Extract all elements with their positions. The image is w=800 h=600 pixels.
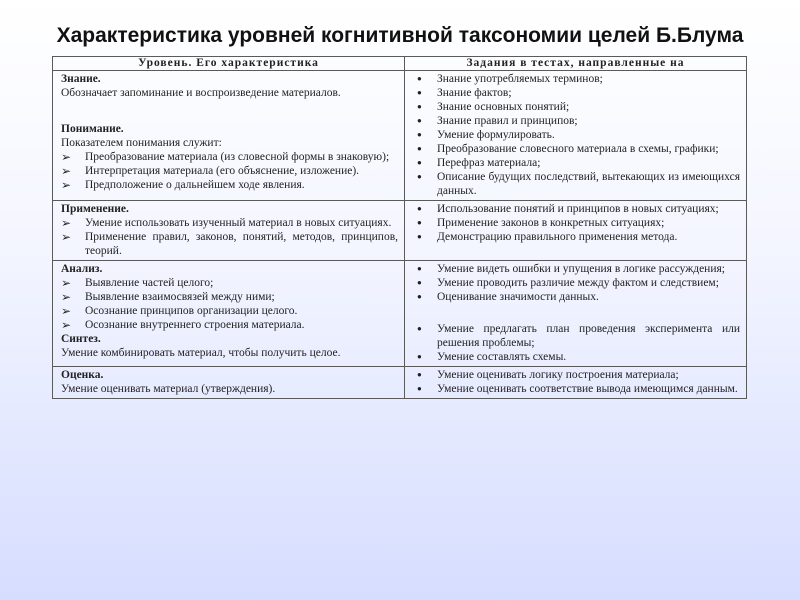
list-item: ● Умение формулировать. — [413, 128, 740, 142]
tasks-cell — [405, 367, 747, 399]
table-row — [53, 261, 747, 367]
level-name: Оценка. — [61, 369, 104, 381]
list-item: ● Умение предлагать план проведения эксперимента или решения проблемы; — [413, 322, 740, 350]
tasks-cell — [405, 71, 747, 201]
list-item: ● Описание будущих последствий, вытекающих из имеющихся данных. — [413, 170, 740, 198]
task-list — [413, 368, 740, 396]
level-name: Анализ. — [61, 263, 103, 275]
task-list — [413, 322, 740, 364]
list-item: ➢ Осознание внутреннего строения материала. — [61, 318, 398, 332]
level-cell — [53, 71, 405, 201]
header-level: Уровень. Его характеристика — [53, 57, 405, 71]
level-name: Применение. — [61, 203, 129, 215]
list-item: ➢ Интерпретация материала (его объяснение, изложение). — [61, 164, 398, 178]
list-item: ● Умение видеть ошибки и упущения в логике рассуждения; — [413, 262, 740, 276]
level-description: Обозначает запоминание и воспроизведение материалов. — [61, 87, 341, 99]
level-items — [61, 276, 398, 332]
table-row — [53, 367, 747, 399]
list-item: ➢ Осознание принципов организации целого. — [61, 304, 398, 318]
list-item: ● Демонстрацию правильного применения метода. — [413, 230, 740, 244]
list-item: ➢ Выявление взаимосвязей между ними; — [61, 290, 398, 304]
level-name: Синтез. — [61, 333, 101, 345]
level-cell — [53, 261, 405, 367]
level-name: Понимание. — [61, 123, 124, 135]
list-item: ● Умение оценивать логику построения материала; — [413, 368, 740, 382]
task-list — [413, 262, 740, 304]
list-item: ➢ Предположение о дальнейшем ходе явления. — [61, 178, 398, 192]
list-item: ● Умение оценивать соответствие вывода имеющимся данным. — [413, 382, 740, 396]
level-items — [61, 150, 398, 192]
list-item: ➢ Умение использовать изученный материал в новых ситуациях. — [61, 216, 398, 230]
level-description: Показателем понимания служит: — [61, 137, 222, 149]
list-item: ➢ Преобразование материала (из словесной формы в знаковую); — [61, 150, 398, 164]
list-item: ➢ Применение правил, законов, понятий, методов, принципов, теорий. — [61, 230, 398, 258]
level-description: Умение комбинировать материал, чтобы получить целое. — [61, 347, 341, 359]
table-row — [53, 71, 747, 201]
list-item: ● Умение проводить различие между фактом и следствием; — [413, 276, 740, 290]
task-list — [413, 202, 740, 244]
list-item: ● Перефраз материала; — [413, 156, 740, 170]
list-item: ➢ Выявление частей целого; — [61, 276, 398, 290]
list-item: ● Знание правил и принципов; — [413, 114, 740, 128]
list-item: ● Знание фактов; — [413, 86, 740, 100]
table-header-row — [53, 57, 747, 71]
tasks-cell — [405, 261, 747, 367]
level-cell — [53, 367, 405, 399]
list-item: ● Знание употребляемых терминов; — [413, 72, 740, 86]
taxonomy-table — [52, 56, 747, 399]
list-item: ● Преобразование словесного материала в схемы, графики; — [413, 142, 740, 156]
level-description: Умение оценивать материал (утверждения). — [61, 383, 276, 395]
level-cell — [53, 201, 405, 261]
list-item: ● Использование понятий и принципов в новых ситуациях; — [413, 202, 740, 216]
level-name: Знание. — [61, 73, 101, 85]
table-row — [53, 201, 747, 261]
tasks-cell — [405, 201, 747, 261]
list-item: ● Оценивание значимости данных. — [413, 290, 740, 304]
header-tasks: Задания в тестах, направленные на — [405, 57, 747, 71]
list-item: ● Умение составлять схемы. — [413, 350, 740, 364]
page-title: Характеристика уровней когнитивной таксономии целей Б.Блума — [56, 24, 744, 47]
level-items — [61, 216, 398, 258]
task-list — [413, 72, 740, 198]
list-item: ● Применение законов в конкретных ситуациях; — [413, 216, 740, 230]
list-item: ● Знание основных понятий; — [413, 100, 740, 114]
